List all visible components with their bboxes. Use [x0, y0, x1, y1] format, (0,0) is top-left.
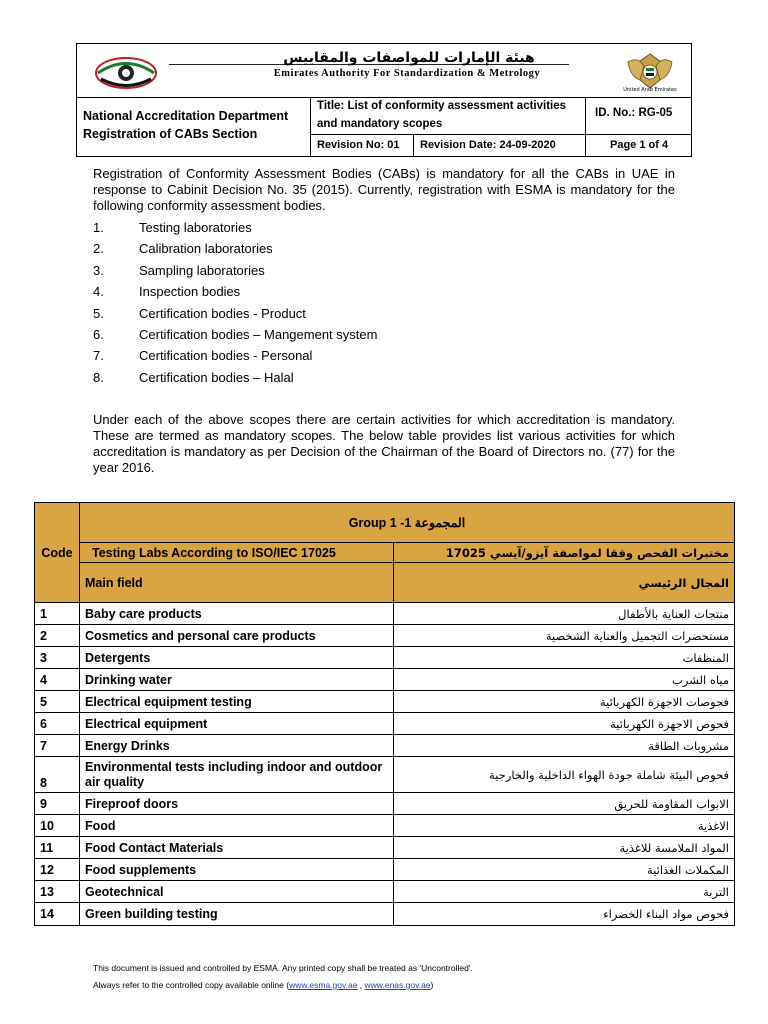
- doc-title-line-2: and mandatory scopes: [317, 118, 443, 130]
- document-header: [76, 43, 692, 157]
- main-field-english: Main field: [80, 563, 394, 603]
- department-line-2: Registration of CABs Section: [83, 127, 258, 141]
- testing-labs-english: Testing Labs According to ISO/IEC 17025: [80, 543, 394, 563]
- table-row: 7 Energy Drinks مشروبات الطاقة: [35, 735, 735, 757]
- mandatory-scope-table: [34, 502, 735, 926]
- document-page: هيئة الإمارات للمواصفات والمقاييس Emirates Authority For Standardization & Metrology United Arab Emirates National Accreditation Department Registration of CABs Section Title: List of conformity assessment activities and mandatory scopes ID. No.: RG-05 Revision No: 01 Revision Date: 24-09-2020 Page 1 of 4 Registration of Conformity Assessment Bodies (CABs) is mandatory for all the CABs in UAE in response to Cabinit Decision No. 35 (2015). Currently, registration with ESMA is mandatory for the following conformity assessment bodies. 1. Testing laboratories 2. Calibration laboratories 3. Sampling laboratories 4. Inspection bodies 5. Certification bodies - Product 6. Certification bodies – Mangement system 7. Certification bodies - Personal 8. Certification bodies – Halal Under each of the above scopes there are certain activities for which accreditation is mandatory. These are termed as mandatory scopes. The below table provides list various activities for which accreditation is mandatory as per Decision of the Chairman of the Board of Directors no. (77) for the year 2016. Code Group 1 -1 المجموعة Testing Labs According to ISO/IEC 17025 مختبرات الفحص وفقا لمواصفة آيزو/آيسي 17025 Main field المجال الرئيسي 1 Baby care products منتجات العناية بالأطفال 2 Cosmetics and personal care products مستحضرات التجميل والعناية الشخصية 3 Detergents المنظفات 4 Drinking water مياه الشرب 5 Electrical equipment testing فحوصات الاجهزة الكهربائية 6 Electrical equipment فحوص الاجهزة الكهربائية 7 Energy Drinks مشروبات الطاقة 8 Environmental tests including indoor and outdoor air quality فحوص البيئة شاملة جودة الهواء الداخلية والخارجية 9 Fireproof doors الابواب المقاومة للحريق 10 Food الاغذية 11 Food Contact Materials المواد الملامسة للاغذية 12 Food supplements المكملات الغذائية 13 Geotechnical التربة 14 Green building testing فحوص مواد البناء الخضراء This document is issued and controlled by ESMA. Any printed copy shall be treated as 'Uncontrolled'. Always refer to the controlled copy available online (www.esma.gov.ae , www.enas.gov.ae): [0, 0, 768, 1024]
- table-row: 9 Fireproof doors الابواب المقاومة للحريق: [35, 793, 735, 815]
- esma-link[interactable]: www.esma.gov.ae: [289, 980, 358, 990]
- table-row: 3 Detergents المنظفات: [35, 647, 735, 669]
- table-row: 5 Electrical equipment testing فحوصات الاجهزة الكهربائية: [35, 691, 735, 713]
- main-field-arabic: المجال الرئيسي: [394, 563, 735, 603]
- footer-notice: This document is issued and controlled by ESMA. Any printed copy shall be treated as 'Uncontrolled'.: [93, 963, 473, 973]
- table-row: 13 Geotechnical التربة: [35, 881, 735, 903]
- department-line-1: National Accreditation Department: [83, 109, 289, 123]
- authority-name-english: Emirates Authority For Standardization & Metrology: [273, 68, 541, 79]
- table-row: 14 Green building testing فحوص مواد البناء الخضراء: [35, 903, 735, 926]
- table-row: 2 Cosmetics and personal care products مستحضرات التجميل والعناية الشخصية: [35, 625, 735, 647]
- doc-title-line-1: Title: List of conformity assessment activities: [317, 100, 567, 112]
- table-row: 6 Electrical equipment فحوص الاجهزة الكهربائية: [35, 713, 735, 735]
- code-header: Code: [35, 503, 80, 603]
- table-row: 4 Drinking water مياه الشرب: [35, 669, 735, 691]
- page-number: Page 1 of 4: [610, 139, 669, 151]
- mandatory-scopes-paragraph: Under each of the above scopes there are certain activities for which accreditation is mandatory. These are termed as mandatory scopes. The below table provides list various activities for which accreditation is mandatory as per Decision of the Chairman of the Board of Directors no. (77) for the year 2016.: [93, 412, 675, 475]
- intro-paragraph: Registration of Conformity Assessment Bodies (CABs) is mandatory for all the CABs in UAE in response to Cabinit Decision No. 35 (2015). Currently, registration with ESMA is mandatory for the following conformity assessment bodies.: [93, 166, 675, 213]
- revision-date: Revision Date: 24-09-2020: [420, 139, 556, 151]
- header-info-grid: [77, 97, 691, 156]
- document-id: ID. No.: RG-05: [595, 107, 673, 119]
- esma-logo-icon: [93, 54, 163, 90]
- revision-number: Revision No: 01: [317, 139, 400, 151]
- table-row: 8 Environmental tests including indoor and outdoor air quality فحوص البيئة شاملة جودة الهواء الداخلية والخارجية: [35, 757, 735, 793]
- testing-labs-arabic: مختبرات الفحص وفقا لمواصفة آيزو/آيسي 17025: [394, 543, 735, 563]
- authority-name-arabic: هيئة الإمارات للمواصفات والمقاييس: [283, 50, 535, 66]
- logo-row: [77, 44, 691, 98]
- footer-links-line: Always refer to the controlled copy available online (www.esma.gov.ae , www.enas.gov.ae): [93, 980, 434, 990]
- table-row: 10 Food الاغذية: [35, 815, 735, 837]
- group-title: Group 1 -1 المجموعة: [80, 503, 735, 543]
- table-row: 12 Food supplements المكملات الغذائية: [35, 859, 735, 881]
- uae-caption: United Arab Emirates: [623, 87, 677, 93]
- table-row: 11 Food Contact Materials المواد الملامسة للاغذية: [35, 837, 735, 859]
- table-row: 1 Baby care products منتجات العناية بالأطفال: [35, 603, 735, 625]
- enas-link[interactable]: www.enas.gov.ae: [364, 980, 431, 990]
